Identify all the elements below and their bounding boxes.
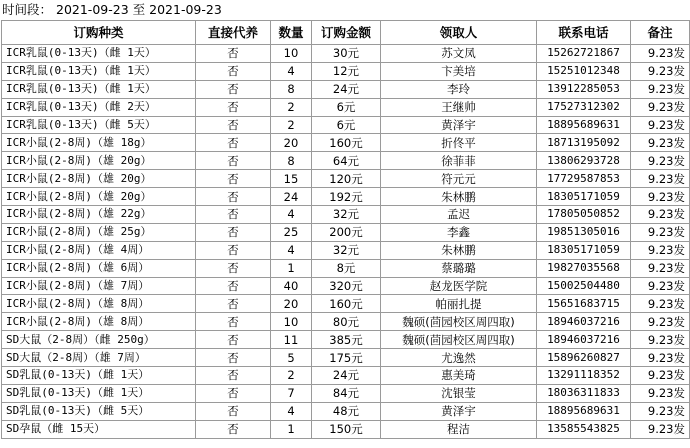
cell-direct-foster: 否 (196, 241, 271, 259)
table-row (2, 331, 690, 349)
table-row (2, 295, 690, 313)
cell-phone: 18946037216 (537, 313, 631, 331)
cell-direct-foster: 否 (196, 188, 271, 206)
cell-direct-foster: 否 (196, 367, 271, 385)
cell-recipient: 徐菲菲 (381, 152, 537, 170)
cell-quantity: 5 (271, 349, 312, 367)
cell-note: 9.23发 (631, 259, 690, 277)
column-header-amount: 订购金额 (312, 21, 381, 45)
cell-kind: SD乳鼠(0-13天)（雌 1天） (2, 384, 196, 402)
cell-quantity: 4 (271, 62, 312, 80)
cell-quantity: 8 (271, 152, 312, 170)
cell-direct-foster: 否 (196, 384, 271, 402)
cell-phone: 18036311833 (537, 384, 631, 402)
cell-quantity: 4 (271, 241, 312, 259)
cell-direct-foster: 否 (196, 313, 271, 331)
table-header-row (2, 21, 690, 45)
cell-quantity: 2 (271, 116, 312, 134)
cell-direct-foster: 否 (196, 116, 271, 134)
cell-phone: 15896260827 (537, 349, 631, 367)
cell-phone: 17805050852 (537, 206, 631, 224)
cell-amount: 80元 (312, 313, 381, 331)
cell-phone: 18305171059 (537, 188, 631, 206)
cell-kind: ICR小鼠(2-8周)（雄 18g） (2, 134, 196, 152)
cell-amount: 6元 (312, 116, 381, 134)
column-header-recipient: 领取人 (381, 21, 537, 45)
table-row (2, 134, 690, 152)
cell-note: 9.23发 (631, 134, 690, 152)
date-range-start: 2021-09-23 (56, 2, 129, 17)
cell-note: 9.23发 (631, 188, 690, 206)
cell-direct-foster: 否 (196, 277, 271, 295)
cell-quantity: 10 (271, 45, 312, 63)
table-row (2, 241, 690, 259)
cell-amount: 160元 (312, 134, 381, 152)
cell-note: 9.23发 (631, 116, 690, 134)
cell-kind: ICR乳鼠(0-13天)（雌 1天） (2, 80, 196, 98)
cell-note: 9.23发 (631, 331, 690, 349)
cell-phone: 13806293728 (537, 152, 631, 170)
cell-recipient: 帕丽扎提 (381, 295, 537, 313)
cell-recipient: 黄泽宇 (381, 402, 537, 420)
cell-note: 9.23发 (631, 62, 690, 80)
cell-direct-foster: 否 (196, 134, 271, 152)
cell-recipient: 赵龙医学院 (381, 277, 537, 295)
cell-recipient: 蔡璐璐 (381, 259, 537, 277)
cell-quantity: 1 (271, 259, 312, 277)
cell-note: 9.23发 (631, 295, 690, 313)
cell-amount: 150元 (312, 420, 381, 438)
cell-direct-foster: 否 (196, 98, 271, 116)
table-row (2, 45, 690, 63)
cell-phone: 18946037216 (537, 331, 631, 349)
cell-phone: 15262721867 (537, 45, 631, 63)
cell-phone: 13291118352 (537, 367, 631, 385)
column-header-note: 备注 (631, 21, 690, 45)
cell-kind: ICR小鼠(2-8周)（雄 8周） (2, 295, 196, 313)
cell-phone: 15251012348 (537, 62, 631, 80)
table-row (2, 116, 690, 134)
cell-recipient: 朱林鹏 (381, 188, 537, 206)
table-row (2, 367, 690, 385)
cell-quantity: 25 (271, 223, 312, 241)
cell-recipient: 黄泽宇 (381, 116, 537, 134)
cell-note: 9.23发 (631, 402, 690, 420)
column-header-direct-foster: 直接代养 (196, 21, 271, 45)
cell-phone: 17729587853 (537, 170, 631, 188)
cell-kind: ICR乳鼠(0-13天)（雌 5天） (2, 116, 196, 134)
cell-amount: 48元 (312, 402, 381, 420)
cell-phone: 19851305016 (537, 223, 631, 241)
cell-phone: 13585543825 (537, 420, 631, 438)
cell-amount: 320元 (312, 277, 381, 295)
cell-quantity: 20 (271, 295, 312, 313)
cell-recipient: 惠美琦 (381, 367, 537, 385)
cell-quantity: 2 (271, 367, 312, 385)
cell-kind: SD孕鼠（雌 15天） (2, 420, 196, 438)
cell-kind: SD大鼠（2-8周）（雌 250g） (2, 331, 196, 349)
cell-phone: 15651683715 (537, 295, 631, 313)
order-table (1, 20, 690, 439)
cell-direct-foster: 否 (196, 80, 271, 98)
cell-phone: 18895689631 (537, 402, 631, 420)
cell-recipient: 孟迟 (381, 206, 537, 224)
table-row (2, 62, 690, 80)
cell-quantity: 4 (271, 402, 312, 420)
cell-amount: 175元 (312, 349, 381, 367)
cell-quantity: 20 (271, 134, 312, 152)
table-row (2, 259, 690, 277)
cell-kind: ICR小鼠(2-8周)（雄 8周） (2, 313, 196, 331)
cell-kind: ICR小鼠(2-8周)（雄 4周） (2, 241, 196, 259)
cell-direct-foster: 否 (196, 152, 271, 170)
cell-phone: 18895689631 (537, 116, 631, 134)
cell-quantity: 11 (271, 331, 312, 349)
table-row (2, 277, 690, 295)
cell-direct-foster: 否 (196, 331, 271, 349)
cell-amount: 24元 (312, 367, 381, 385)
date-range-end: 2021-09-23 (149, 2, 222, 17)
cell-phone: 19827035568 (537, 259, 631, 277)
cell-recipient: 苏文凤 (381, 45, 537, 63)
cell-recipient: 魏硕(茴园校区周四取) (381, 313, 537, 331)
cell-phone: 17527312302 (537, 98, 631, 116)
cell-amount: 6元 (312, 98, 381, 116)
cell-quantity: 24 (271, 188, 312, 206)
cell-direct-foster: 否 (196, 420, 271, 438)
cell-quantity: 4 (271, 206, 312, 224)
cell-phone: 13912285053 (537, 80, 631, 98)
table-row (2, 384, 690, 402)
cell-phone: 18305171059 (537, 241, 631, 259)
table-row (2, 223, 690, 241)
cell-recipient: 沈银莹 (381, 384, 537, 402)
cell-amount: 385元 (312, 331, 381, 349)
cell-amount: 32元 (312, 206, 381, 224)
cell-direct-foster: 否 (196, 349, 271, 367)
cell-recipient: 尤逸然 (381, 349, 537, 367)
table-row (2, 170, 690, 188)
cell-quantity: 10 (271, 313, 312, 331)
cell-direct-foster: 否 (196, 170, 271, 188)
cell-kind: SD乳鼠(0-13天)（雌 1天） (2, 367, 196, 385)
cell-amount: 30元 (312, 45, 381, 63)
table-row (2, 206, 690, 224)
cell-direct-foster: 否 (196, 259, 271, 277)
cell-direct-foster: 否 (196, 45, 271, 63)
cell-recipient: 卞美培 (381, 62, 537, 80)
cell-recipient: 魏硕(茴园校区周四取) (381, 331, 537, 349)
column-header-kind: 订购种类 (2, 21, 196, 45)
table-row (2, 152, 690, 170)
cell-note: 9.23发 (631, 420, 690, 438)
cell-kind: ICR小鼠(2-8周)（雄 25g） (2, 223, 196, 241)
cell-note: 9.23发 (631, 277, 690, 295)
cell-kind: ICR小鼠(2-8周)（雄 20g） (2, 170, 196, 188)
table-row (2, 80, 690, 98)
cell-note: 9.23发 (631, 98, 690, 116)
cell-recipient: 折佟平 (381, 134, 537, 152)
cell-quantity: 1 (271, 420, 312, 438)
cell-note: 9.23发 (631, 367, 690, 385)
cell-recipient: 程洁 (381, 420, 537, 438)
column-header-quantity: 数量 (271, 21, 312, 45)
cell-recipient: 朱林鹏 (381, 241, 537, 259)
cell-kind: ICR乳鼠(0-13天)（雌 2天） (2, 98, 196, 116)
cell-amount: 32元 (312, 241, 381, 259)
date-range-separator: 至 (132, 2, 146, 17)
cell-note: 9.23发 (631, 206, 690, 224)
table-row (2, 402, 690, 420)
cell-note: 9.23发 (631, 45, 690, 63)
cell-direct-foster: 否 (196, 62, 271, 80)
cell-amount: 120元 (312, 170, 381, 188)
cell-quantity: 2 (271, 98, 312, 116)
cell-recipient: 李鑫 (381, 223, 537, 241)
cell-note: 9.23发 (631, 80, 690, 98)
cell-note: 9.23发 (631, 241, 690, 259)
cell-kind: ICR小鼠(2-8周)（雄 22g） (2, 206, 196, 224)
cell-note: 9.23发 (631, 313, 690, 331)
cell-kind: ICR小鼠(2-8周)（雄 20g） (2, 152, 196, 170)
cell-amount: 8元 (312, 259, 381, 277)
table-row (2, 188, 690, 206)
cell-amount: 64元 (312, 152, 381, 170)
cell-direct-foster: 否 (196, 295, 271, 313)
table-row (2, 313, 690, 331)
cell-note: 9.23发 (631, 384, 690, 402)
column-header-phone: 联系电话 (537, 21, 631, 45)
cell-note: 9.23发 (631, 170, 690, 188)
cell-quantity: 40 (271, 277, 312, 295)
cell-note: 9.23发 (631, 152, 690, 170)
cell-note: 9.23发 (631, 223, 690, 241)
table-row (2, 349, 690, 367)
cell-quantity: 15 (271, 170, 312, 188)
cell-direct-foster: 否 (196, 402, 271, 420)
cell-phone: 15002504480 (537, 277, 631, 295)
cell-recipient: 王继帅 (381, 98, 537, 116)
cell-amount: 84元 (312, 384, 381, 402)
cell-quantity: 8 (271, 80, 312, 98)
cell-phone: 18713195092 (537, 134, 631, 152)
cell-amount: 192元 (312, 188, 381, 206)
cell-direct-foster: 否 (196, 206, 271, 224)
cell-kind: ICR乳鼠(0-13天)（雌 1天） (2, 45, 196, 63)
cell-kind: ICR小鼠(2-8周)（雄 7周） (2, 277, 196, 295)
cell-note: 9.23发 (631, 349, 690, 367)
cell-kind: SD乳鼠(0-13天)（雌 5天） (2, 402, 196, 420)
cell-amount: 12元 (312, 62, 381, 80)
cell-direct-foster: 否 (196, 223, 271, 241)
cell-kind: ICR小鼠(2-8周)（雄 6周） (2, 259, 196, 277)
cell-recipient: 李玲 (381, 80, 537, 98)
date-range-label: 时间段： (2, 2, 53, 17)
cell-kind: SD大鼠（2-8周）（雄 7周） (2, 349, 196, 367)
cell-kind: ICR小鼠(2-8周)（雄 20g） (2, 188, 196, 206)
table-body (2, 45, 690, 439)
table-row (2, 420, 690, 438)
cell-amount: 200元 (312, 223, 381, 241)
cell-kind: ICR乳鼠(0-13天)（雌 1天） (2, 62, 196, 80)
cell-amount: 160元 (312, 295, 381, 313)
cell-amount: 24元 (312, 80, 381, 98)
table-row (2, 98, 690, 116)
cell-recipient: 符元元 (381, 170, 537, 188)
cell-quantity: 7 (271, 384, 312, 402)
date-range-line (0, 0, 690, 20)
